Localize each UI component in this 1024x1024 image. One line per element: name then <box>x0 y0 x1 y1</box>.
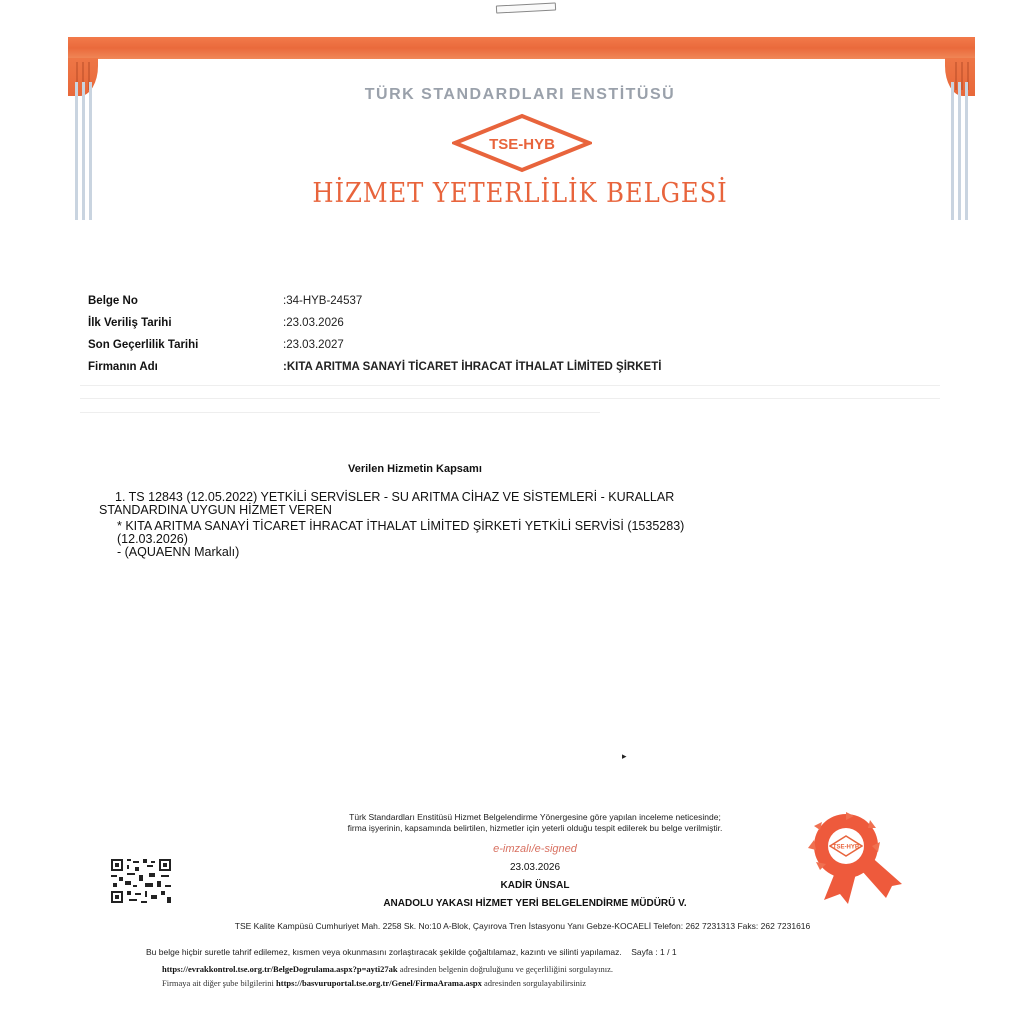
qr-code-icon[interactable] <box>109 857 173 905</box>
e-signed-label: e-imzalı/e-signed <box>493 843 577 855</box>
field-label-belge-no: Belge No <box>88 295 138 307</box>
branch-link[interactable]: https://basvuruportal.tse.org.tr/Genel/FirmaArama.aspx <box>276 978 482 988</box>
certificate-title: HİZMET YETERLİLİK BELGESİ <box>312 178 728 209</box>
verification-line <box>162 964 613 974</box>
statement-line2: firma işyerinin, kapsamında belirtilen, hizmetler için yeterli olduğu tespit edilerek bu belge verilmiştir. <box>347 823 723 833</box>
scope-sub-line3: - (AQUAENN Markalı) <box>117 545 240 559</box>
faint-line <box>80 385 940 386</box>
branch-prefix: Firmaya ait diğer şube bilgilerini <box>162 978 277 988</box>
certification-statement <box>270 812 800 834</box>
field-value-son-gecerlilik: :23.03.2027 <box>283 339 344 351</box>
tamper-notice <box>146 947 677 957</box>
tse-address: TSE Kalite Kampüsü Cumhuriyet Mah. 2258 Sk. No:10 A-Blok, Çayırova Tren İstasyonu Yanı Gebze-KOCAELİ Telefon: 262 7231313 Faks: 262 7231616 <box>234 921 811 931</box>
faint-line <box>80 398 940 399</box>
page-indicator: Sayfa : 1 / 1 <box>631 947 677 957</box>
signer-title: ANADOLU YAKASI HİZMET YERİ BELGELENDİRME MÜDÜRÜ V. <box>383 898 687 909</box>
scope-sub-line2: (12.03.2026) <box>117 532 188 546</box>
scope-sub-line1: * KITA ARITMA SANAYİ TİCARET İHRACAT İTHALAT LİMİTED ŞİRKETİ YETKİLİ SERVİSİ (1535283) <box>117 519 685 533</box>
seal-logo-text: TSE-HYB <box>832 844 860 851</box>
ink-speck: ▸ <box>622 751 627 761</box>
notice-text: Bu belge hiçbir suretle tahrif edilemez, kısmen veya okunmasını zorlaştıracak şekilde çoğaltılamaz, kazıntı ve silinti yapılamaz. <box>146 947 622 957</box>
field-label-ilk-verilis: İlk Veriliş Tarihi <box>88 317 172 329</box>
branch-query-line <box>162 978 586 988</box>
header-banner <box>68 37 975 59</box>
logo-text: TSE-HYB <box>489 136 555 153</box>
tse-hyb-rosette-seal-icon <box>806 812 906 904</box>
organization-name: TÜRK STANDARDLARI ENSTİTÜSÜ <box>364 86 676 103</box>
field-value-belge-no: :34-HYB-24537 <box>283 295 363 307</box>
staple-mark <box>496 2 556 13</box>
scope-title: Verilen Hizmetin Kapsamı <box>348 463 482 475</box>
scope-item-line2: STANDARDINA UYGUN HİZMET VEREN <box>99 503 332 517</box>
scope-item-line1: 1. TS 12843 (12.05.2022) YETKİLİ SERVİSLER - SU ARITMA CİHAZ VE SİSTEMLERİ - KURALLAR <box>115 490 675 504</box>
field-value-firma-adi: :KITA ARITMA SANAYİ TİCARET İHRACAT İTHALAT LİMİTED ŞİRKETİ <box>283 361 662 373</box>
tse-hyb-logo-icon <box>452 113 592 173</box>
verify-text: adresinden belgenin doğruluğunu ve geçerliliğini sorgulayınız. <box>397 964 613 974</box>
scope-content <box>99 491 889 559</box>
field-value-ilk-verilis: :23.03.2026 <box>283 317 344 329</box>
sign-date: 23.03.2026 <box>509 862 561 873</box>
verify-link[interactable]: https://evrakkontrol.tse.org.tr/BelgeDogrulama.aspx?p=ayti27ak <box>162 964 398 974</box>
field-label-firma-adi: Firmanın Adı <box>88 361 158 373</box>
branch-suffix: adresinden sorgulayabilirsiniz <box>481 978 587 988</box>
statement-line1: Türk Standardları Enstitüsü Hizmet Belgelendirme Yönergesine göre yapılan inceleme neticesinde; <box>349 812 721 822</box>
signer-name: KADİR ÜNSAL <box>500 880 570 891</box>
field-label-son-gecerlilik: Son Geçerlilik Tarihi <box>88 339 199 351</box>
faint-line <box>80 412 600 413</box>
